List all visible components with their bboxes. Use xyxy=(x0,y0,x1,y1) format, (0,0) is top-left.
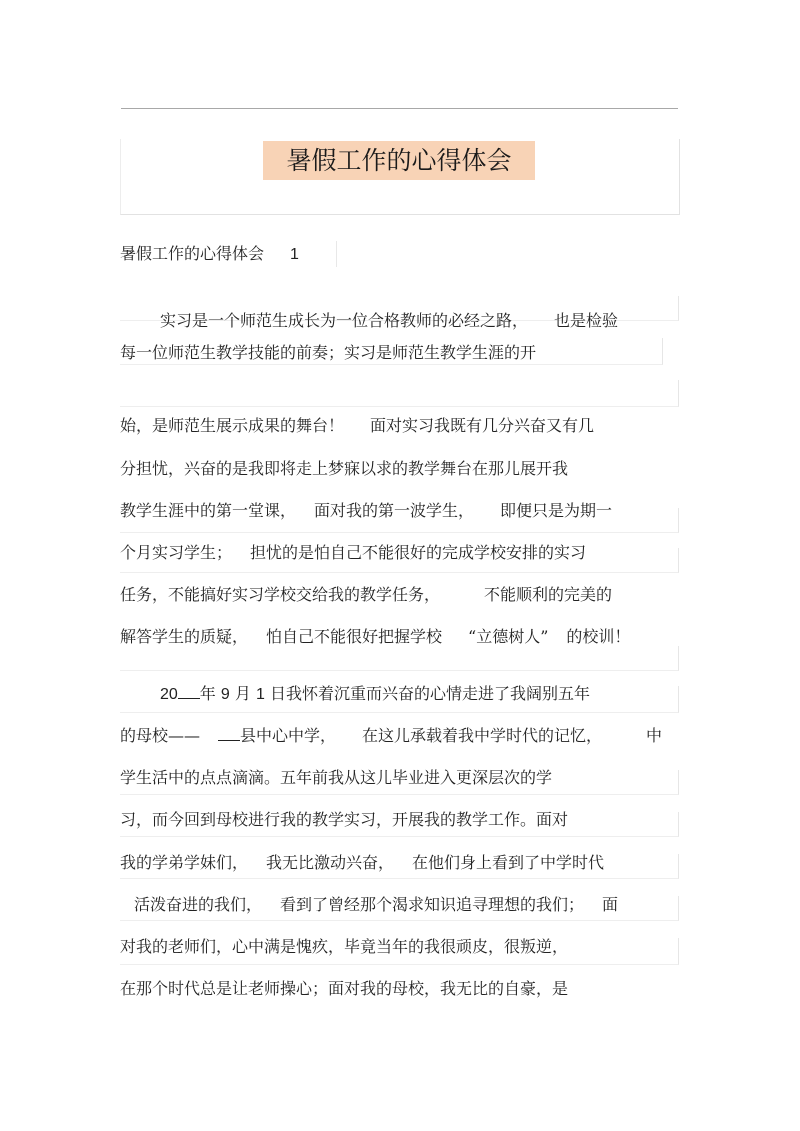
text-frame xyxy=(120,380,679,407)
section-heading-text: 暑假工作的心得体会 xyxy=(120,244,265,263)
text-line: 分担忧，兴奋的是我即将走上梦寐以求的教学舞台在那儿展开我 xyxy=(120,459,569,478)
blank-underline xyxy=(218,724,240,741)
text-line: 对我的老师们，心中满是愧疚，毕竟当年的我很顽皮，很叛逆， xyxy=(120,937,569,956)
text-line: 学生活中的点点滴滴。五年前我从这儿毕业进入更深层次的学 xyxy=(120,768,553,787)
section-heading xyxy=(120,241,337,267)
text-line: 20 年 9 月 1 日我怀着沉重而兴奋的心情走进了我阔别五年 xyxy=(160,684,591,703)
section-number: 1 xyxy=(290,246,299,263)
text-frame xyxy=(120,646,679,671)
text-line: 实习是一个师范生成长为一位合格教师的必经之路， 也是检验 xyxy=(160,311,619,330)
document-title: 暑假工作的心得体会 xyxy=(263,141,535,180)
text-line: 在那个时代总是让老师操心；面对我的母校，我无比的自豪，是 xyxy=(120,979,569,998)
blank-underline xyxy=(178,682,200,699)
text-line: 教学生涯中的第一堂课， 面对我的第一波学生， 即便只是为期一 xyxy=(120,501,613,520)
text-line: 的母校—— 县中心中学， 在这儿承载着我中学时代的记忆， 中 xyxy=(120,726,663,745)
text-line: 任务，不能搞好实习学校交给我的教学任务， 不能顺利的完美的 xyxy=(120,585,613,604)
text-line: 始，是师范生展示成果的舞台！ 面对实习我既有几分兴奋又有几 xyxy=(120,416,595,435)
text-line: 我的学弟学妹们， 我无比激动兴奋， 在他们身上看到了中学时代 xyxy=(120,853,605,872)
text-line: 解答学生的质疑， 怕自己不能很好把握学校 “立德树人” 的校训！ xyxy=(120,627,631,646)
top-rule xyxy=(121,108,678,109)
text-line: 习，而今回到母校进行我的教学实习，开展我的教学工作。面对 xyxy=(120,810,569,829)
text-line: 个月实习学生； 担忧的是怕自己不能很好的完成学校安排的实习 xyxy=(120,543,587,562)
text-line: 每一位师范生教学技能的前奏；实习是师范生教学生涯的开 xyxy=(120,343,537,362)
text-line: 活泼奋进的我们， 看到了曾经那个渴求知识追寻理想的我们； 面 xyxy=(134,895,619,914)
